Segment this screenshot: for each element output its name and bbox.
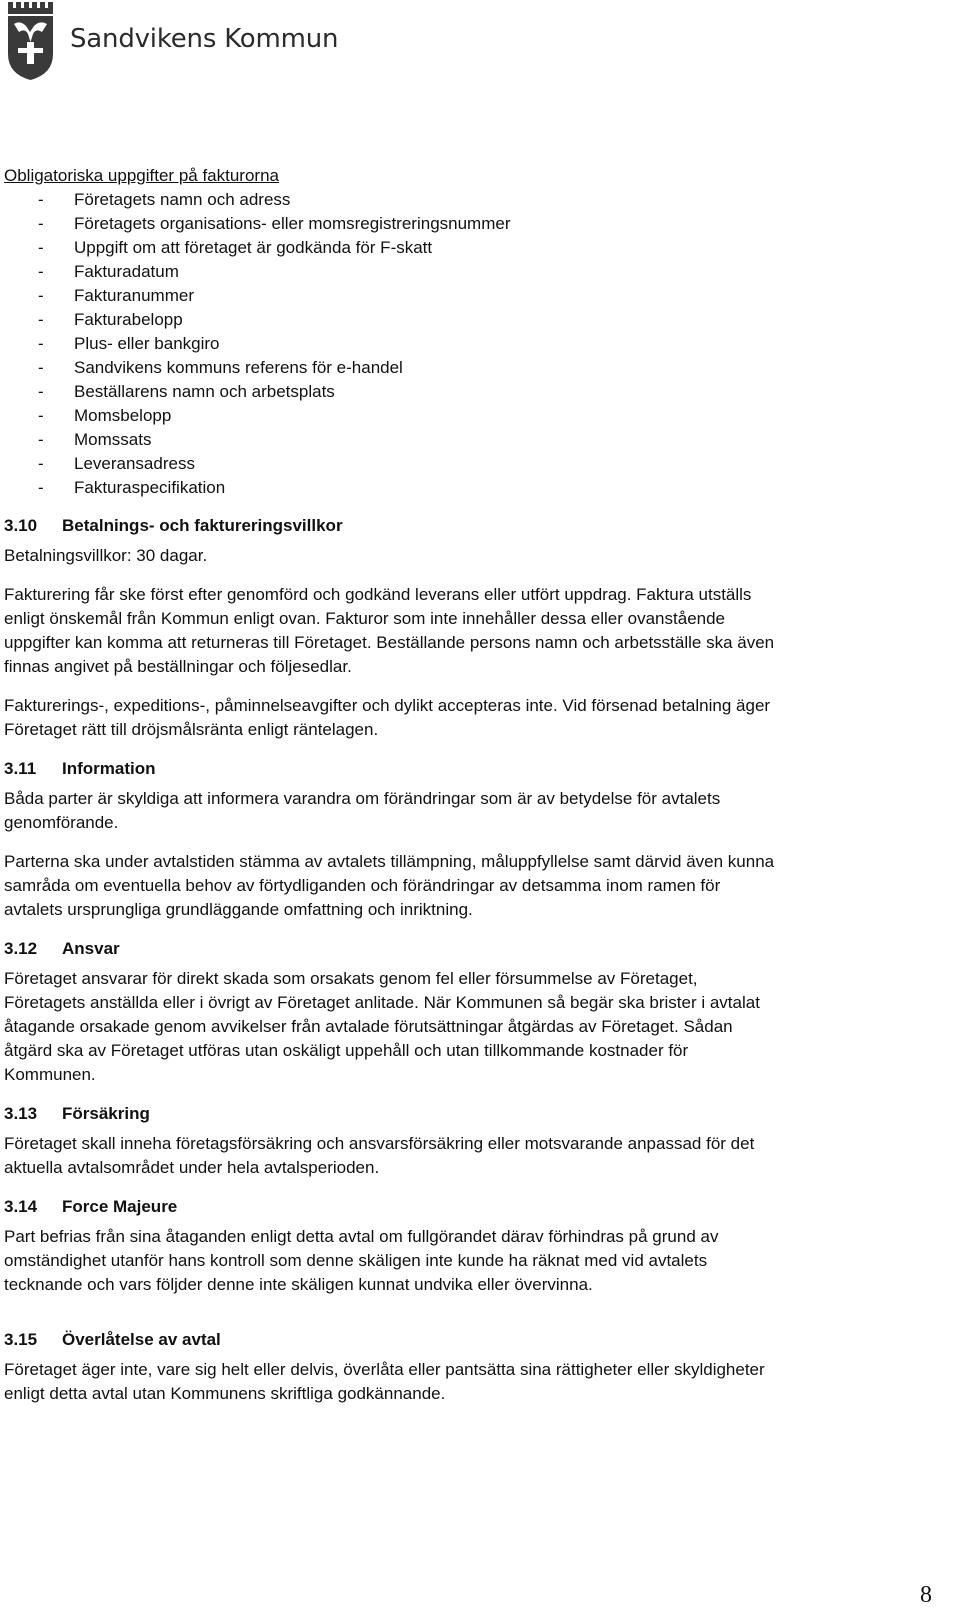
paragraph: [4, 787, 944, 835]
paragraph-line: Betalningsvillkor: 30 dagar.: [4, 546, 208, 565]
list-dash: -: [38, 238, 44, 257]
paragraph: [4, 850, 944, 922]
list-item: [4, 308, 944, 332]
list-dash: -: [38, 430, 44, 449]
list-dash: -: [38, 214, 44, 233]
list-item-text: Momssats: [74, 430, 152, 449]
section-heading: [4, 757, 944, 781]
paragraph-line: aktuella avtalsområdet under hela avtalsperioden.: [4, 1158, 380, 1177]
list-item-text: Sandvikens kommuns referens för e-handel: [74, 358, 403, 377]
paragraph-line: avtalets ursprungliga grundläggande omfattning och inriktning.: [4, 900, 473, 919]
paragraph-line: Fakturering får ske först efter genomförd och godkänd leverans eller utfört uppdrag. Faktura utställs: [4, 585, 752, 604]
list-dash: -: [38, 262, 44, 281]
list-item-text: Fakturanummer: [74, 286, 194, 305]
list-item-text: Momsbelopp: [74, 406, 172, 425]
intro-heading: Obligatoriska uppgifter på fakturorna: [4, 166, 279, 185]
list-dash: -: [38, 334, 44, 353]
list-item-text: Uppgift om att företaget är godkända för F-skatt: [74, 238, 433, 257]
paragraph-line: åtgärd ska av Företaget utföras utan oskäligt uppehåll och utan tillkommande kostnader för: [4, 1041, 689, 1060]
section-number: 3.15: [4, 1330, 38, 1349]
list-item: [4, 260, 944, 284]
paragraph-line: enligt önskemål från Kommun enligt ovan. Fakturor som inte innehåller dessa eller ovanstående: [4, 609, 726, 628]
section-title: Ansvar: [62, 939, 120, 958]
paragraph: [4, 1358, 944, 1406]
paragraph-line: Företaget äger inte, vare sig helt eller delvis, överlåta eller pantsätta sina rättigheter eller skyldigheter: [4, 1360, 765, 1379]
paragraph: [4, 967, 944, 1087]
paragraph: [4, 583, 944, 679]
list-dash: -: [38, 454, 44, 473]
list-dash: -: [38, 358, 44, 377]
paragraph-line: Fakturerings-, expeditions-, påminnelseavgifter och dylikt accepteras inte. Vid försenad betalning äger: [4, 696, 771, 715]
list-item: [4, 284, 944, 308]
list-item: [4, 188, 944, 212]
paragraph-line: Företagets anställda eller i övrigt av Företaget anlitade. När Kommunen så begär ska brister i avtalat: [4, 993, 760, 1012]
list-dash: -: [38, 406, 44, 425]
paragraph: [4, 1132, 944, 1180]
paragraph-line: Kommunen.: [4, 1065, 96, 1084]
list-item: [4, 404, 944, 428]
list-item-text: Fakturadatum: [74, 262, 179, 281]
paragraph-line: Företaget ansvarar för direkt skada som orsakats genom fel eller försummelse av Företaget,: [4, 969, 698, 988]
page-number: 8: [920, 1582, 932, 1608]
paragraph-line: uppgifter kan komma att returneras till Företaget. Beställande persons namn och arbetsställe ska även: [4, 633, 775, 652]
list-dash: -: [38, 190, 44, 209]
logo-text: Sandvikens Kommun: [70, 24, 339, 54]
paragraph-line: Företaget rätt till dröjsmålsränta enligt räntelagen.: [4, 720, 379, 739]
list-item: [4, 476, 944, 500]
sandviken-logo: [6, 2, 339, 82]
list-item: [4, 380, 944, 404]
section-title: Betalnings- och faktureringsvillkor: [62, 516, 343, 535]
section-heading: [4, 1195, 944, 1219]
paragraph-line: tecknande och vars följder denne inte skäligen kunnat undvika eller övervinna.: [4, 1275, 593, 1294]
paragraph: [4, 1225, 944, 1297]
list-dash: -: [38, 310, 44, 329]
required-items-list: [4, 188, 944, 500]
paragraph-line: Part befrias från sina åtaganden enligt detta avtal om fullgörandet därav förhindras på grund av: [4, 1227, 719, 1246]
list-item: [4, 356, 944, 380]
section-title: Force Majeure: [62, 1197, 178, 1216]
paragraph-line: finnas angivet på beställningar och följesedlar.: [4, 657, 352, 676]
paragraph-line: Företaget skall inneha företagsförsäkring och ansvarsförsäkring eller motsvarande anpassad för det: [4, 1134, 755, 1153]
list-item: [4, 428, 944, 452]
list-item: [4, 212, 944, 236]
list-item-text: Plus- eller bankgiro: [74, 334, 220, 353]
list-item-text: Beställarens namn och arbetsplats: [74, 382, 335, 401]
section-title: Överlåtelse av avtal: [62, 1330, 221, 1349]
section-number: 3.10: [4, 516, 38, 535]
paragraph-line: Båda parter är skyldiga att informera varandra om förändringar som är av betydelse för avtalets: [4, 789, 721, 808]
document-body: [4, 164, 944, 1406]
list-item: [4, 236, 944, 260]
list-dash: -: [38, 286, 44, 305]
municipal-crest-icon: [6, 2, 56, 80]
sections: [4, 514, 944, 1406]
paragraph-line: åtagande orsakade genom avvikelser från avtalade förutsättningar åtgärdas av Företaget. Sådan: [4, 1017, 733, 1036]
paragraph-line: genomförande.: [4, 813, 119, 832]
paragraph-line: enligt detta avtal utan Kommunens skriftliga godkännande.: [4, 1384, 446, 1403]
list-item: [4, 452, 944, 476]
list-item-text: Företagets organisations- eller momsregistreringsnummer: [74, 214, 511, 233]
section-title: Försäkring: [62, 1104, 150, 1123]
section-number: 3.14: [4, 1197, 38, 1216]
section-heading: [4, 1102, 944, 1126]
list-item-text: Fakturabelopp: [74, 310, 183, 329]
section-heading: [4, 514, 944, 538]
section-number: 3.11: [4, 759, 37, 778]
paragraph-line: omständighet utanför hans kontroll som denne skäligen inte kunde ha räknat med vid avtalets: [4, 1251, 708, 1270]
section-number: 3.13: [4, 1104, 38, 1123]
paragraph: [4, 544, 944, 568]
section-number: 3.12: [4, 939, 38, 958]
list-item: [4, 332, 944, 356]
list-dash: -: [38, 478, 44, 497]
paragraph-line: samråda om eventuella behov av förtydliganden och förändringar av detsamma inom ramen för: [4, 876, 721, 895]
list-item-text: Leveransadress: [74, 454, 195, 473]
section-heading: [4, 1328, 944, 1352]
list-dash: -: [38, 382, 44, 401]
section-heading: [4, 937, 944, 961]
list-item-text: Fakturaspecifikation: [74, 478, 226, 497]
paragraph-line: Parterna ska under avtalstiden stämma av avtalets tillämpning, måluppfyllelse samt därvid även kunna: [4, 852, 775, 871]
list-item-text: Företagets namn och adress: [74, 190, 291, 209]
section-title: Information: [62, 759, 156, 778]
paragraph: [4, 694, 944, 742]
